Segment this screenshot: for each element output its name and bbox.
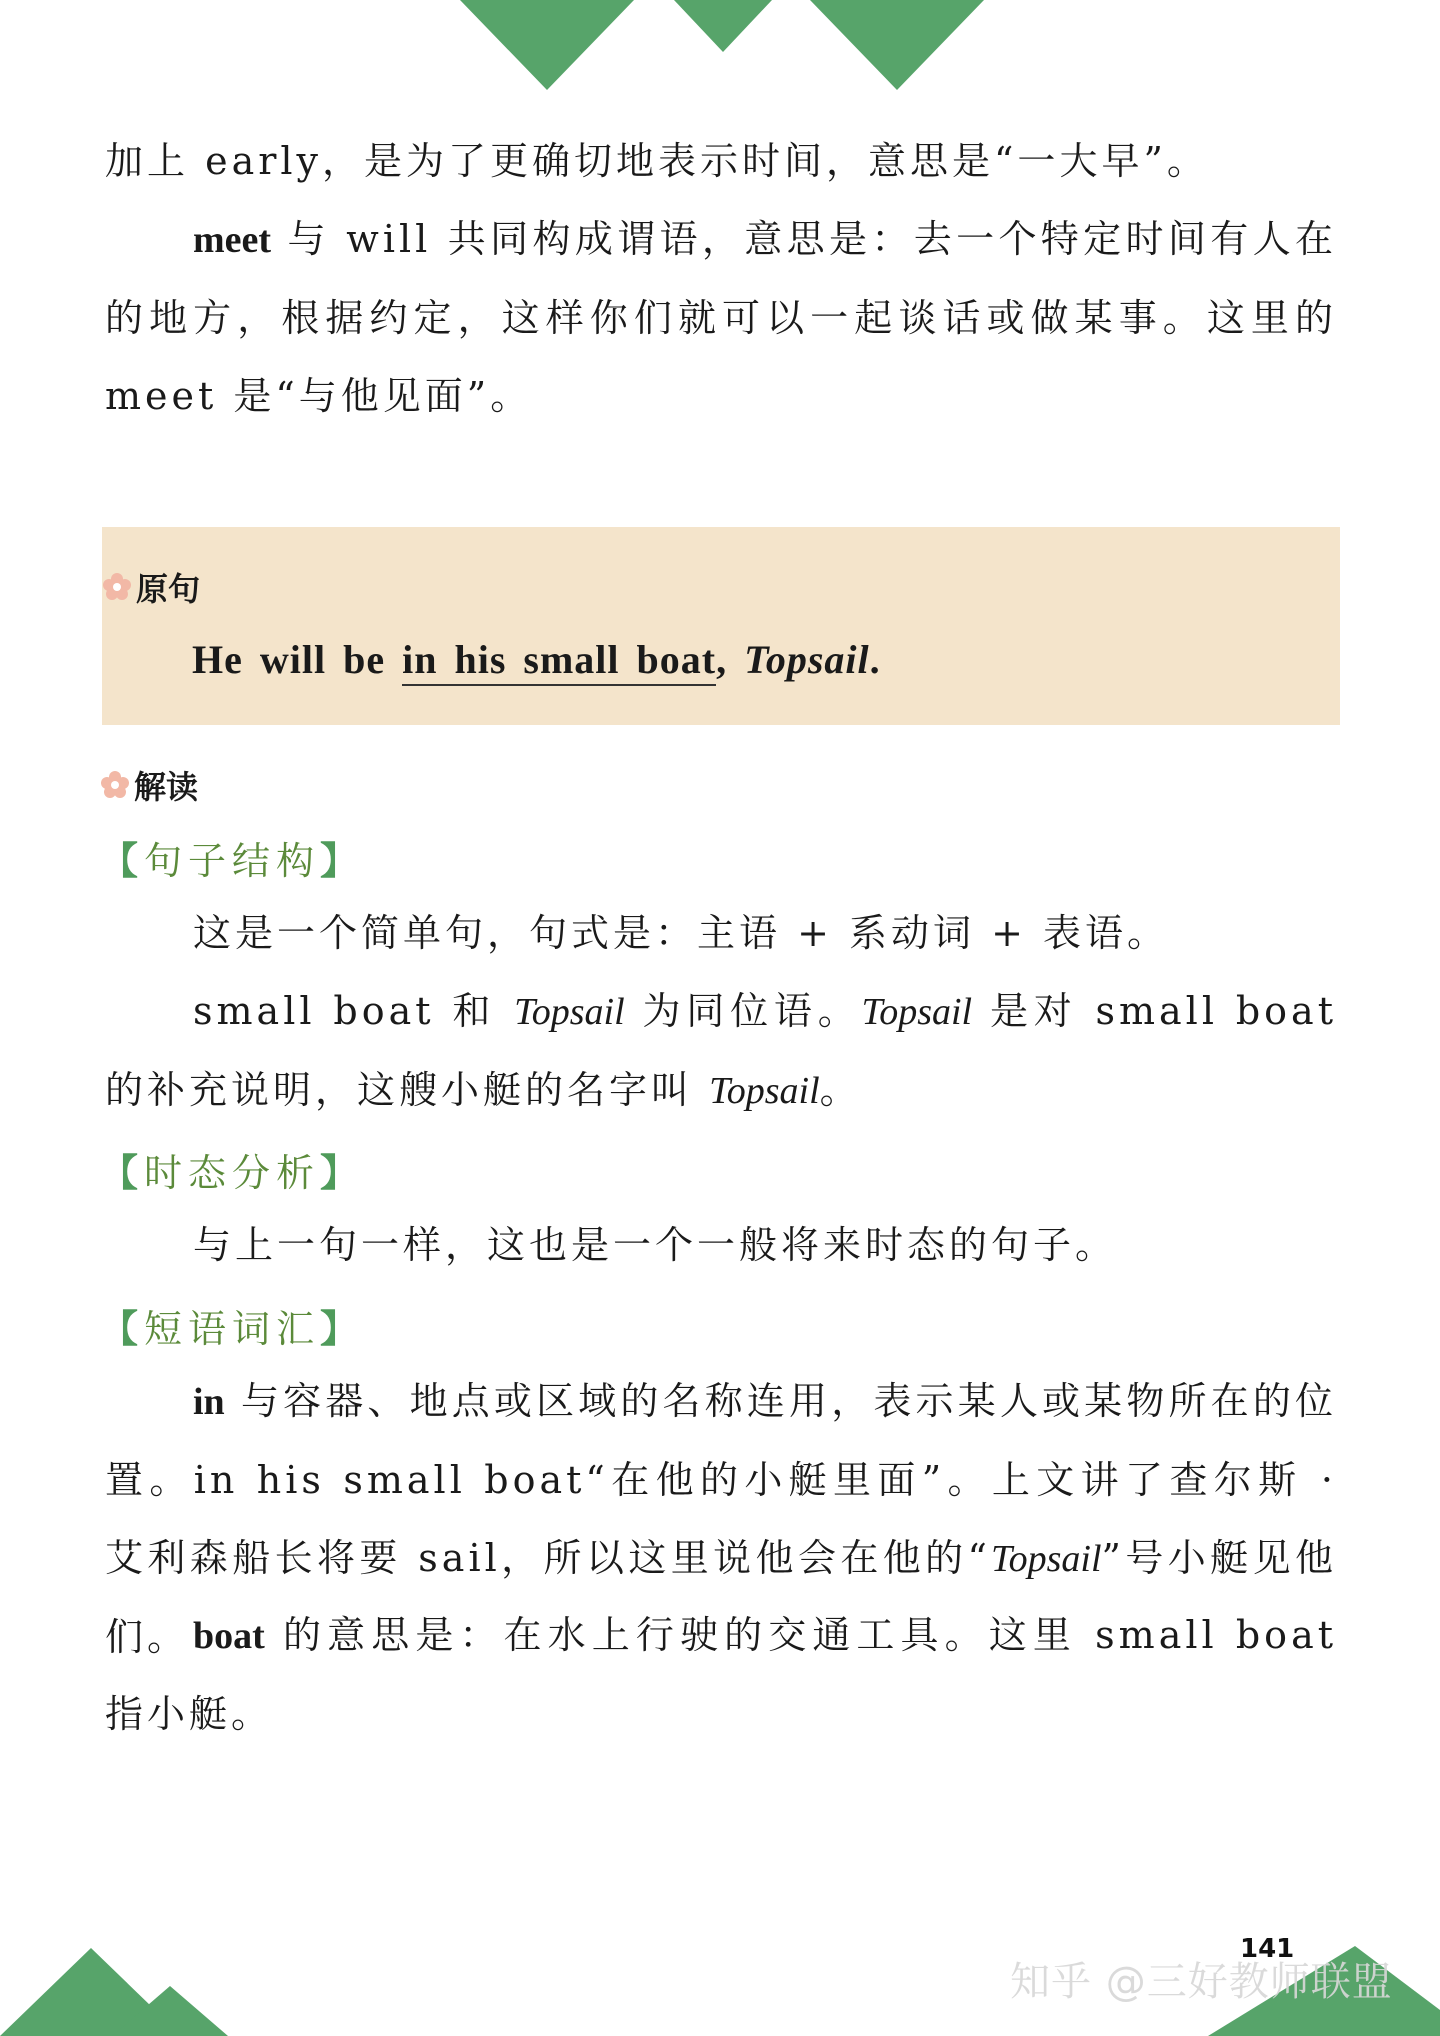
structure-text-c: 是对 small boat 的补充说明，这艘小艇的名字叫 — [105, 989, 1337, 1112]
original-label — [102, 564, 200, 610]
bold-term-in: in — [193, 1381, 225, 1423]
paragraph-meet — [105, 200, 1337, 435]
bold-term-meet: meet — [193, 219, 272, 261]
vocab-in-text-b: ”号小艇见他们。 — [105, 1536, 1337, 1659]
structure-text-b: 为同位语。 — [624, 989, 862, 1033]
vocab-boat-text: 的意思是：在水上行驶的交通工具。这里 small boat 指小艇。 — [105, 1613, 1337, 1736]
paragraph-vocab-boat — [105, 1596, 1337, 1753]
paragraph-structure-1: 这是一个简单句，句式是：主语 + 系动词 + 表语。 — [193, 911, 1169, 955]
original-sentence — [192, 636, 881, 683]
sentence-period: . — [869, 637, 881, 682]
flower-icon — [102, 572, 132, 602]
structure-text-a: small boat 和 — [193, 989, 515, 1033]
sentence-underlined-phrase: in his small boat — [402, 637, 716, 686]
flower-icon — [100, 770, 130, 800]
sentence-subject: He will be — [192, 637, 403, 682]
structure-topsail-3: Topsail — [709, 1070, 820, 1112]
section-title-tense: 【时态分析】 — [100, 1150, 365, 1195]
analysis-label-text: 解读 — [134, 768, 199, 806]
paragraph-structure-2 — [105, 972, 1337, 1130]
paragraph-meet-text: 与 will 共同构成谓语，意思是：去一个特定时间有人在的地方，根据约定，这样你们就可以一起谈话或做某事。这里的 meet 是“与他见面”。 — [105, 217, 1337, 418]
section-title-structure: 【句子结构】 — [100, 838, 365, 883]
top-triangle-right — [810, 0, 984, 90]
analysis-label — [100, 762, 198, 808]
zhihu-watermark: 知乎 @三好教师联盟 — [1010, 1959, 1393, 2005]
original-label-text: 原句 — [136, 570, 201, 608]
structure-topsail-2: Topsail — [861, 991, 973, 1033]
paragraph-early: 加上 early，是为了更确切地表示时间，意思是“一大早”。 — [105, 139, 1209, 183]
section-title-tense-text: 时态分析 — [144, 1151, 321, 1195]
top-triangle-middle — [674, 0, 772, 52]
original-sentence-box — [102, 527, 1340, 725]
top-triangle-left — [460, 0, 634, 90]
section-title-vocabulary: 【短语词汇】 — [100, 1306, 365, 1351]
vocab-topsail: Topsail — [990, 1538, 1102, 1580]
paragraph-tense: 与上一句一样，这也是一个一般将来时态的句子。 — [193, 1223, 1118, 1267]
sentence-topsail: Topsail — [744, 637, 870, 682]
section-title-structure-text: 句子结构 — [144, 839, 321, 883]
sentence-comma: , — [716, 637, 745, 682]
structure-topsail-1: Topsail — [514, 991, 625, 1033]
vocab-in-text-a: 与容器、地点或区域的名称连用，表示某人或某物所在的位置。in his small boat“在他的小艇里面”。上文讲了查尔斯 · 艾利森船长将要 sail，所以这里说他会在他的“ — [105, 1379, 1337, 1580]
structure-text-d: 。 — [819, 1068, 862, 1112]
bold-term-boat: boat — [193, 1615, 265, 1657]
section-title-vocabulary-text: 短语词汇 — [144, 1307, 321, 1351]
page-number: 141 — [1240, 1934, 1295, 1964]
